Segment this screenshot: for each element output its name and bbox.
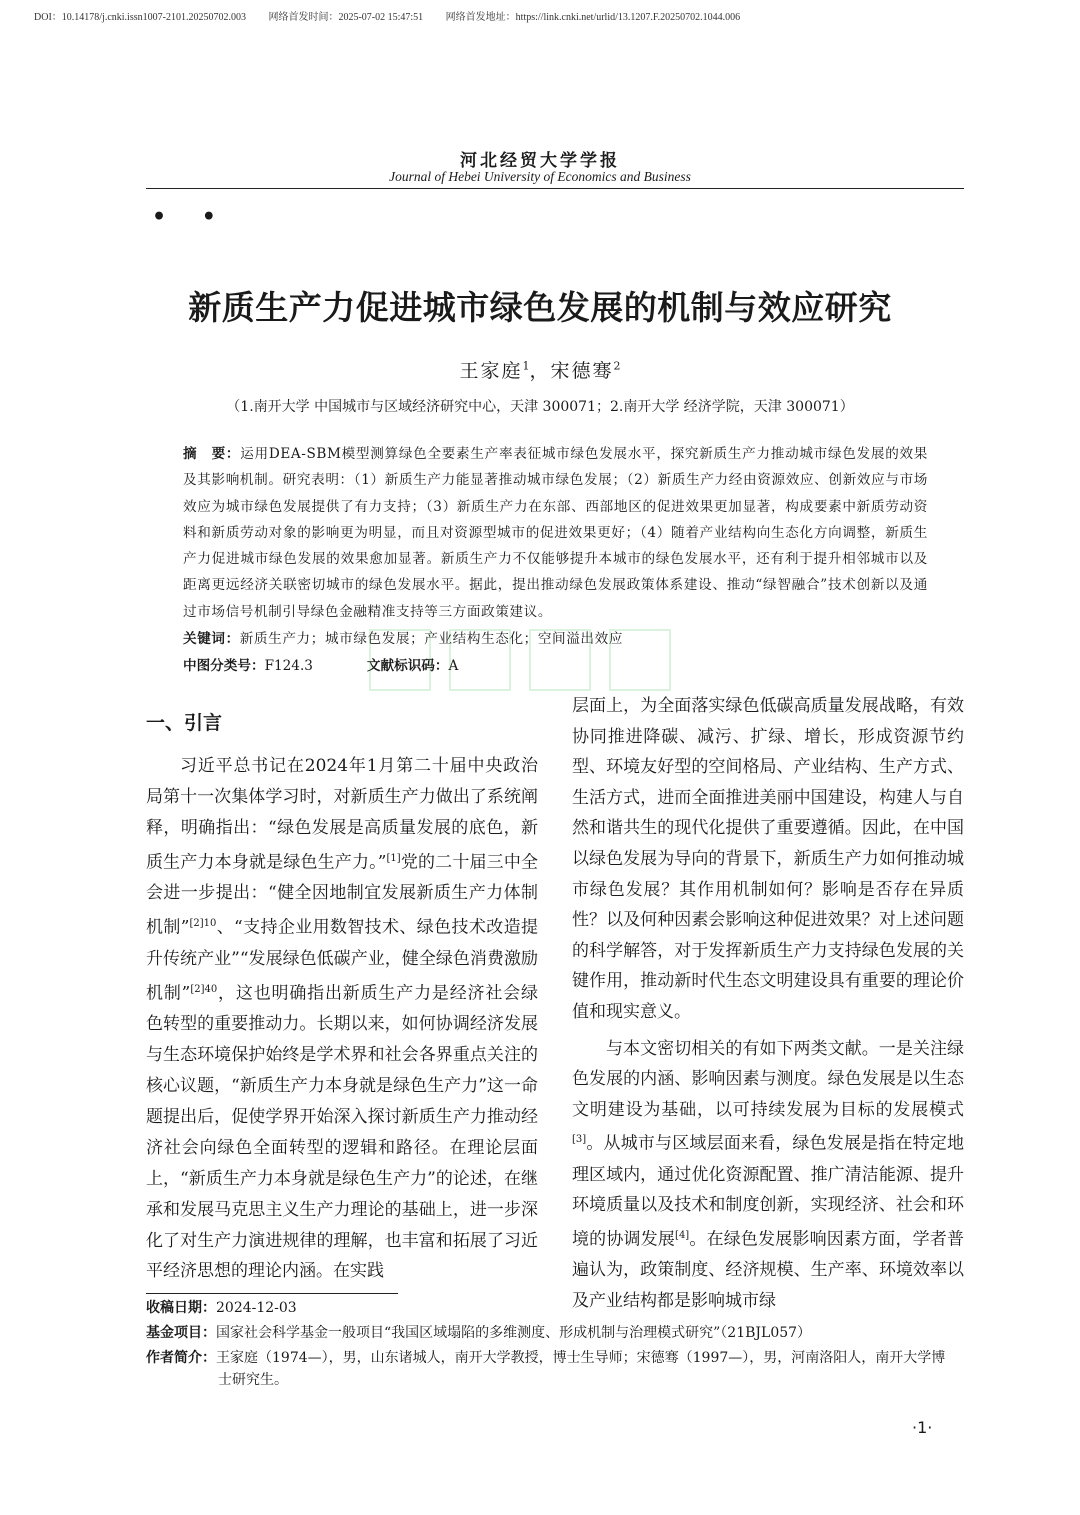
publish-url-text: 网络首发地址：https://link.cnki.net/urlid/13.1207.F.20250702.1044.006 xyxy=(445,12,741,23)
section-heading: 一、引言 xyxy=(146,712,223,734)
body-paragraph xyxy=(572,1034,964,1317)
received-label: 收稿日期： xyxy=(146,1300,216,1316)
doi-text: DOI：10.14178/j.cnki.issn1007-2101.20250702.003 xyxy=(34,12,246,23)
body-column-left xyxy=(146,751,538,1287)
body-text: 、“支持企业用数智技术、绿色技术改造提升传统产业”“发展绿色低碳产业，健全绿色消费激励机制” xyxy=(146,917,538,1004)
body-paragraph: 层面上，为全面落实绿色低碳高质量发展战略，有效协同推进降碳、减污、扩绿、增长，形成资源节约型、环境友好型的空间格局、产业结构、生产方式、生活方式，进而全面推进美丽中国建设，构建人与自然和谐共生的现代化提供了重要遵循。因此，在中国以绿色发展为导向的背景下，新质生产力如何推动城市绿色发展？其作用机制如何？影响是否存在异质性？以及何种因素会影响这种促进效果？对上述问题的科学解答，对于发挥新质生产力支持绿色发展的关键作用，推动新时代生态文明建设具有重要的理论价值和现实意义。 xyxy=(572,696,964,1022)
citation-ref: [3] xyxy=(572,1134,587,1146)
page-number: ·1· xyxy=(912,1418,933,1437)
footnote-rule xyxy=(146,1293,398,1294)
fund-label: 基金项目： xyxy=(146,1325,216,1341)
abstract-label: 摘 要： xyxy=(183,446,241,462)
classification-line xyxy=(183,654,928,678)
article-title: 新质生产力促进城市绿色发展的机制与效应研究 xyxy=(188,288,892,327)
keywords-text: 新质生产力；城市绿色发展；产业结构生态化；空间溢出效应 xyxy=(239,631,624,647)
citation-ref: [2]40 xyxy=(190,983,218,995)
body-text: 党的二十届三中全会进一步提出：“健全因地制宜发展新质生产力体制机制” xyxy=(146,852,538,938)
body-text: 。在绿色发展影响因素方面，学者普遍认为，政策制度、经济规模、生产率、环境效率以及产业结构都是影响城市绿 xyxy=(572,1229,965,1311)
journal-title-en: Journal of Hebei University of Economics and Business xyxy=(389,169,691,184)
page-meta-line xyxy=(34,8,760,23)
author-line xyxy=(0,356,1080,383)
abstract-text: 运用DEA-SBM模型测算绿色全要素生产率表征城市绿色发展水平，探究新质生产力推动城市绿色发展的效果及其影响机制。研究表明：（1）新质生产力能显著推动城市绿色发展；（2）新质生产力经由资源效应、创新效应与市场效应为城市绿色发展提供了有力支持；（3）新质生产力在东部、西部地区的促进效果更加显著，构成要素中新质劳动资料和新质劳动对象的影响更为明显，而且对资源型城市的促进效果更好；（4）随着产业结构向生态化方向调整，新质生产力促进城市绿色发展的效果愈加显著。新质生产力不仅能够提升本城市的绿色发展水平，还有利于提升相邻城市以及距离更远经济关联密切城市的绿色发展水平。据此，提出推动绿色发展政策体系建设、推动“绿智融合”技术创新以及通过市场信号机制引导绿色金融精准支持等三方面政策建议。 xyxy=(183,446,929,620)
author-name: 王家庭 xyxy=(459,360,523,382)
footnote-authors xyxy=(146,1347,966,1391)
author-info-text: 王家庭（1974—），男，山东诸城人，南开大学教授，博士生导师；宋德骞（1997—），男，河南洛阳人，南开大学博 xyxy=(216,1350,946,1366)
footnote-fund xyxy=(146,1322,966,1344)
body-column-right xyxy=(572,691,964,1316)
clc-label: 中图分类号： xyxy=(183,658,265,674)
author-affil-mark: 2 xyxy=(613,359,621,373)
body-text: ，这也明确指出新质生产力是经济社会绿色转型的重要推动力。长期以来，如何协调经济发展与生态环境保护始终是学术界和社会各界重点关注的核心议题，“新质生产力本身就是绿色生产力”这一命题提出后，促使学界开始深入探讨新质生产力推动经济社会向绿色全面转型的逻辑和路径。在理论层面上，“新质生产力本身就是绿色生产力”的论述，在继承和发展马克思主义生产力理论的基础上，进一步深化了对生产力演进规律的理解，也丰富和拓展了习近平经济思想的理论内涵。在实践 xyxy=(146,983,538,1282)
header-rule xyxy=(146,188,964,189)
body-text: 。从城市与区域层面来看，绿色发展是指在特定地理区域内，通过优化资源配置、推广清洁能源、提升环境质量以及技术和制度创新，实现经济、社会和环境的协调发展 xyxy=(572,1133,964,1250)
header-dots: • • xyxy=(152,204,230,230)
doc-code-value: A xyxy=(448,658,459,674)
citation-ref: [4] xyxy=(675,1229,690,1241)
author-separator: ， xyxy=(529,360,551,382)
author-info-text-cont: 士研究生。 xyxy=(218,1372,288,1388)
citation-ref: [1] xyxy=(386,852,401,864)
affiliation-line: （1.南开大学 中国城市与区域经济研究中心，天津 300071；2.南开大学 经济学院，天津 300071） xyxy=(226,399,854,415)
doc-code-label: 文献标识码： xyxy=(366,658,449,674)
journal-title-cn: 河北经贸大学学报 xyxy=(460,151,620,171)
keywords-line xyxy=(183,627,928,651)
keywords-label: 关键词： xyxy=(183,631,240,647)
citation-ref: [2]10 xyxy=(189,918,217,930)
author-name: 宋德骞 xyxy=(550,360,614,382)
author-info-label: 作者简介： xyxy=(146,1350,216,1366)
body-text: 与本文密切相关的有如下两类文献。一是关注绿色发展的内涵、影响因素与测度。绿色发展是以生态文明建设为基础，以可持续发展为目标的发展模式 xyxy=(572,1038,964,1120)
abstract-block xyxy=(183,441,928,625)
fund-text: 国家社会科学基金一般项目“我国区域塌陷的多维测度、形成机制与治理模式研究”（21BJL057） xyxy=(216,1325,812,1341)
received-date: 2024-12-03 xyxy=(216,1300,297,1316)
footnote-received xyxy=(146,1297,966,1319)
author-affil-mark: 1 xyxy=(522,359,530,373)
body-text: 习近平总书记在2024年1月第二十届中央政治局第十一次集体学习时，对新质生产力做出了系统阐释，明确指出：“绿色发展是高质量发展的底色，新质生产力本身就是绿色生产力。” xyxy=(146,756,538,873)
publish-time-text: 网络首发时间：2025-07-02 15:47:51 xyxy=(268,12,424,23)
clc-value: F124.3 xyxy=(264,658,313,674)
